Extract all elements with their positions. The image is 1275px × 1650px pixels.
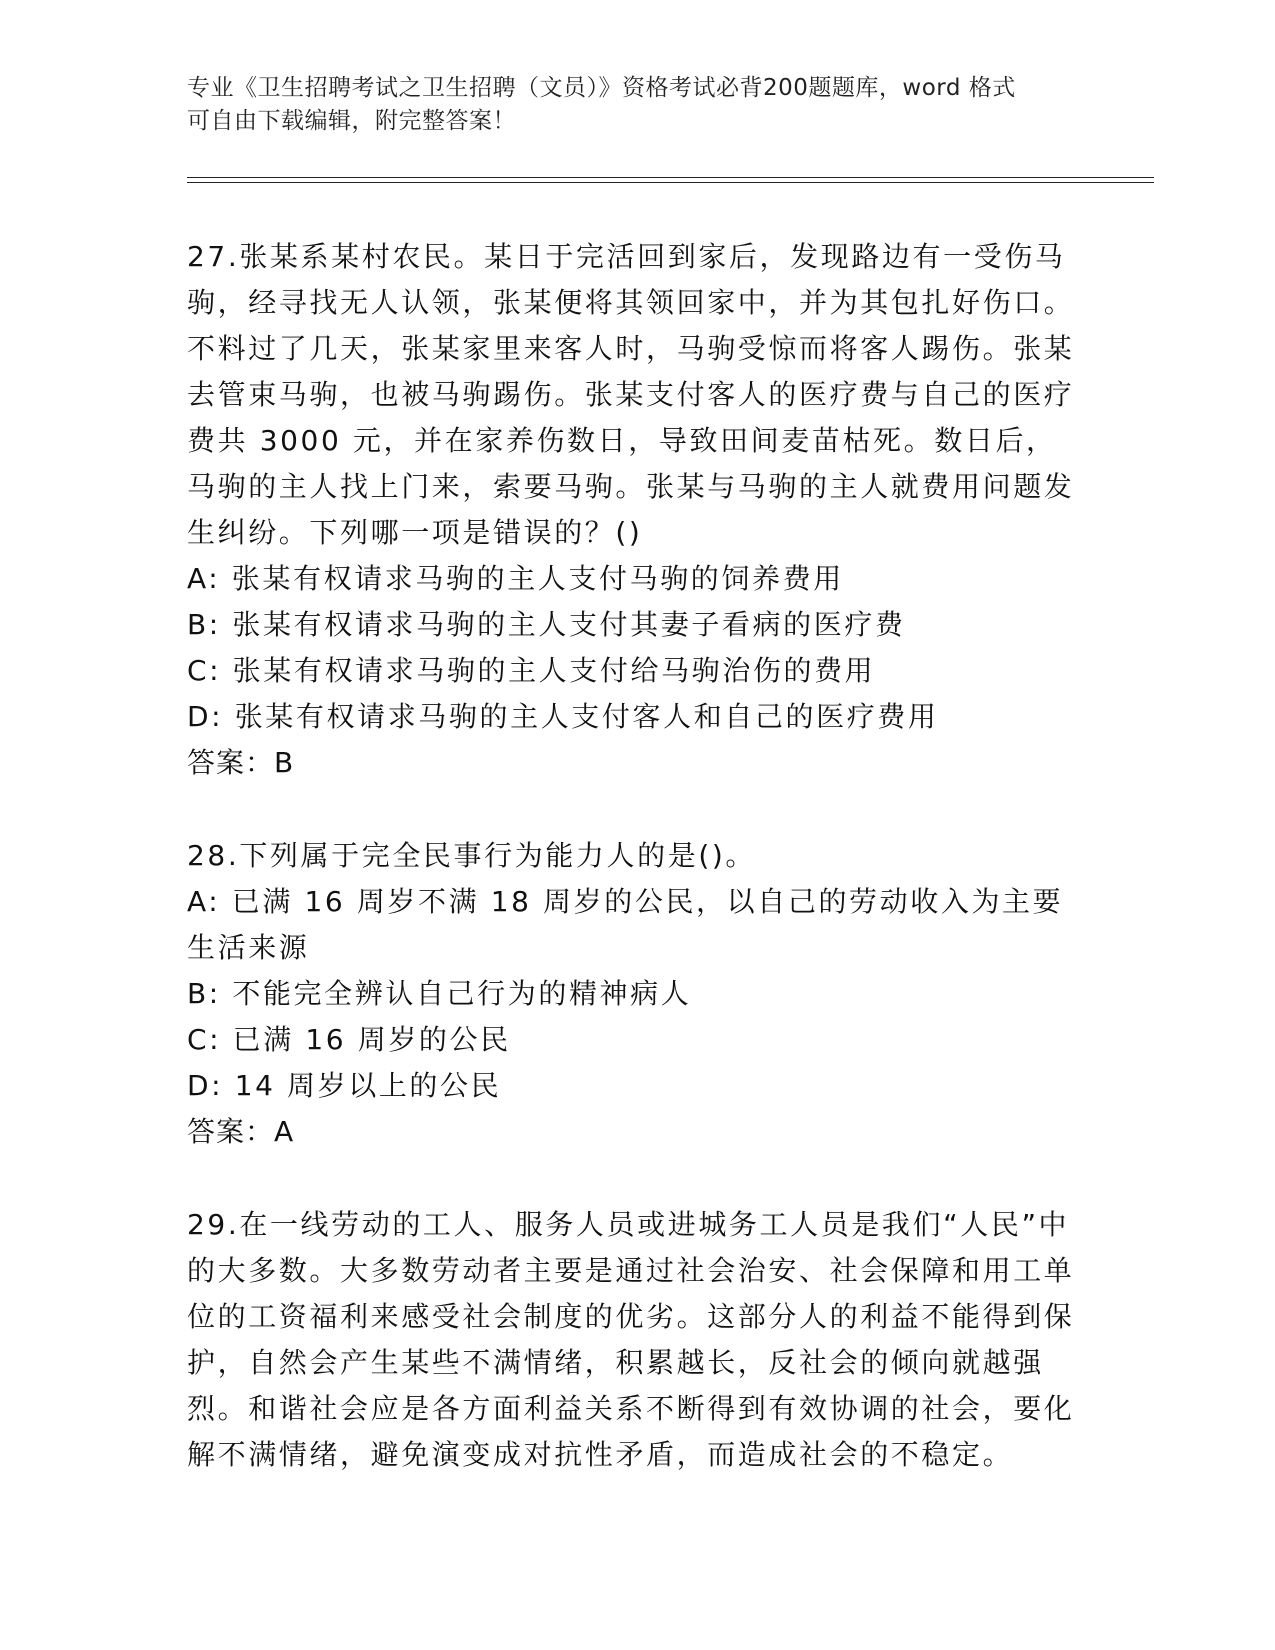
option-b: B: 不能完全辨认自己行为的精神病人 xyxy=(187,977,692,1010)
answer-label: 答案：B xyxy=(187,746,295,779)
answer-label: 答案：A xyxy=(187,1115,295,1148)
header-title-line-2: 可自由下载编辑，附完整答案！ xyxy=(187,108,516,134)
option-list xyxy=(187,879,1087,1109)
question-stem: 28.下列属于完全民事行为能力人的是()。 xyxy=(187,839,756,872)
question-28 xyxy=(187,833,1087,1155)
option-d: D: 14 周岁以上的公民 xyxy=(187,1069,502,1102)
header-divider-top xyxy=(187,177,1154,178)
option-b: B: 张某有权请求马驹的主人支付其妻子看病的医疗费 xyxy=(187,608,906,641)
document-header xyxy=(187,72,1067,138)
question-list xyxy=(187,234,1087,1525)
option-a: A: 已满 16 周岁不满 18 周岁的公民，以自己的劳动收入为主要生活来源 xyxy=(187,885,1064,964)
question-stem: 27.张某系某村农民。某日于完活回到家后，发现路边有一受伤马驹，经寻找无人认领，张某便将其领回家中，并为其包扎好伤口。不料过了几天，张某家里来客人时，马驹受惊而将客人踢伤。张某去管束马驹，也被马驹踢伤。张某支付客人的医疗费与自己的医疗费共 3000 元，并在家养伤数日，导致田间麦苗枯死。数日后，马驹的主人找上门来，索要马驹。张某与马驹的主人就费用问题发生纠纷。下列哪一项是错误的？() xyxy=(187,240,1075,549)
question-27 xyxy=(187,234,1087,786)
question-29 xyxy=(187,1202,1087,1478)
question-stem: 29.在一线劳动的工人、服务人员或进城务工人员是我们“人民”中的大多数。大多数劳动者主要是通过社会治安、社会保障和用工单位的工资福利来感受社会制度的优劣。这部分人的利益不能得到保护，自然会产生某些不满情绪，积累越长，反社会的倾向就越强烈。和谐社会应是各方面利益关系不断得到有效协调的社会，要化解不满情绪，避免演变成对抗性矛盾，而造成社会的不稳定。 xyxy=(187,1208,1075,1471)
option-c: C: 张某有权请求马驹的主人支付给马驹治伤的费用 xyxy=(187,654,876,687)
option-d: D: 张某有权请求马驹的主人支付客人和自己的医疗费用 xyxy=(187,700,939,733)
option-list xyxy=(187,556,1087,740)
header-title-line-1: 专业《卫生招聘考试之卫生招聘（文员）》资格考试必背200题题库，word 格式 xyxy=(187,75,1016,101)
option-c: C: 已满 16 周岁的公民 xyxy=(187,1023,511,1056)
header-divider-bottom xyxy=(187,182,1154,183)
option-a: A: 张某有权请求马驹的主人支付马驹的饲养费用 xyxy=(187,562,844,595)
